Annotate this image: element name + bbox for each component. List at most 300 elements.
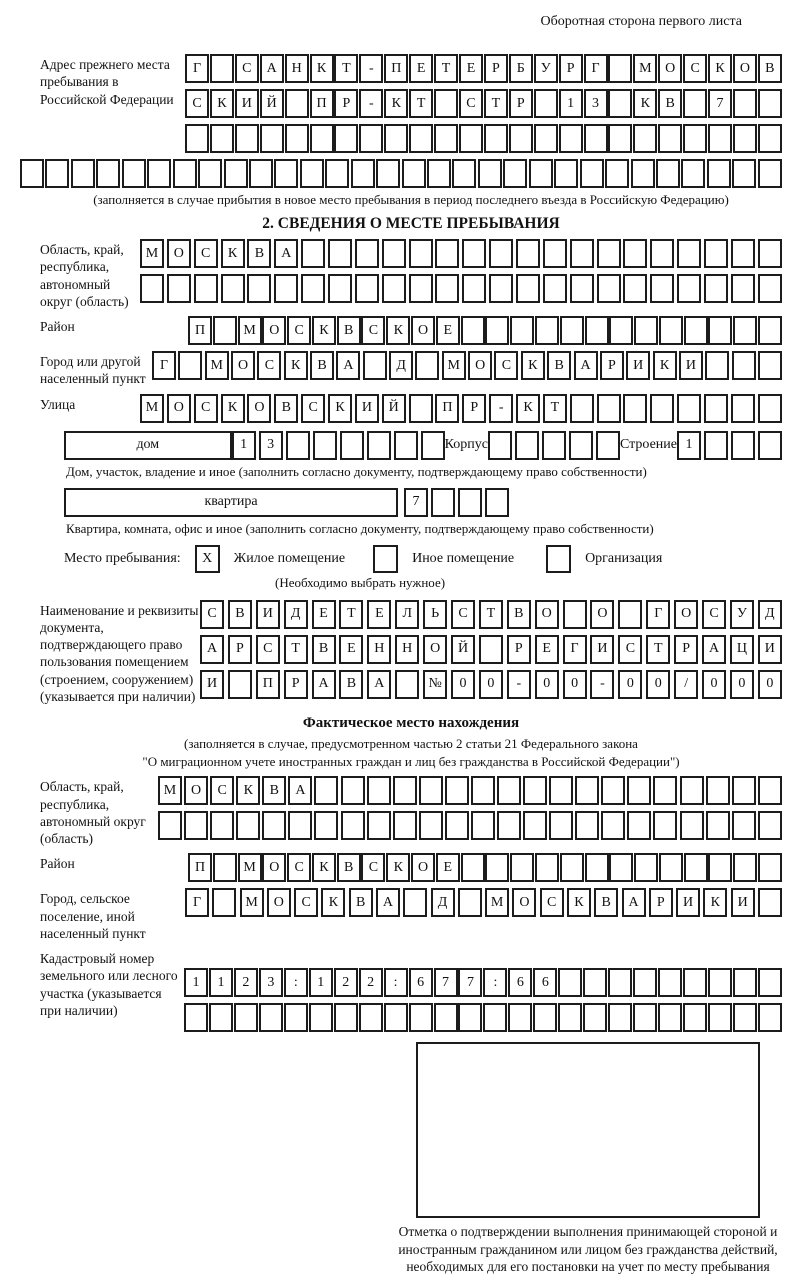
char-box [213,316,237,345]
char-box [650,239,674,268]
char-box: У [534,54,558,83]
char-box: В [312,635,336,664]
char-box: М [485,888,509,917]
char-box: С [459,89,483,118]
char-box [631,159,655,188]
char-box: / [674,670,698,699]
char-box [650,394,674,423]
char-box: 1 [559,89,583,118]
actual-region-row-2 [158,811,782,840]
char-box [516,239,540,268]
char-box: 6 [409,968,433,997]
char-box [758,89,782,118]
char-box: 3 [259,431,283,460]
char-box [247,274,271,303]
char-box [351,159,375,188]
char-box [708,1003,732,1032]
prev-address-row-1 [185,54,782,83]
char-box: Р [462,394,486,423]
char-box: С [185,89,209,118]
char-box: С [287,853,311,882]
char-box [658,968,682,997]
char-box [509,124,533,153]
char-box: О [658,54,682,83]
char-box: О [167,394,191,423]
char-box: М [158,776,182,805]
char-box [758,124,782,153]
char-box [585,316,609,345]
korpus-label: Корпус [444,437,488,453]
char-box [758,159,782,188]
char-box [677,394,701,423]
char-box [650,274,674,303]
district-field [40,316,782,345]
char-box: О [535,600,559,629]
stay-type-note: (Необходимо выбрать нужное) [275,574,446,590]
city-label: Город или другой населенный пункт [40,354,146,387]
char-box: Р [284,670,308,699]
char-box: Р [600,351,624,380]
char-box [427,159,451,188]
char-box [608,1003,632,1032]
apartment-note: Квартира, комната, офис и иное (заполнить согласно документу, подтверждающему право собственности) [66,520,654,536]
char-box [605,159,629,188]
char-box: - [507,670,531,699]
char-box: Н [367,635,391,664]
char-box [623,394,647,423]
cadastre-label: Кадастровый номер земельного или лесного участка (указывается при наличии) [40,951,178,1018]
char-box [758,1003,782,1032]
char-box: 3 [259,968,283,997]
char-box: П [256,670,280,699]
char-box [733,1003,757,1032]
char-box [508,1003,532,1032]
char-box [259,1003,283,1032]
char-box [558,968,582,997]
char-box [359,124,383,153]
char-box: К [310,54,334,83]
char-box: Й [451,635,475,664]
char-box: С [618,635,642,664]
char-box: Г [152,351,176,380]
char-box [461,316,485,345]
char-box: Т [479,600,503,629]
actual-city-label: Город, сельское поселение, иной населенный пункт [40,891,146,941]
char-box [435,274,459,303]
char-box: Е [312,600,336,629]
char-box [659,316,683,345]
char-box: 0 [535,670,559,699]
char-box: М [633,54,657,83]
char-box [731,274,755,303]
region-row-2 [140,274,782,303]
char-box: К [633,89,657,118]
char-box: О [512,888,536,917]
char-box [733,853,757,882]
stay-option-label-organization: Организация [585,550,663,566]
char-box [758,888,782,917]
char-box: В [310,351,334,380]
char-box: П [435,394,459,423]
char-box [221,274,245,303]
char-box: В [507,600,531,629]
char-box: 1 [309,968,333,997]
char-box: К [221,394,245,423]
char-box: С [301,394,325,423]
char-box [489,274,513,303]
stamp-area [416,1042,760,1218]
char-box: Г [185,54,209,83]
char-box [300,159,324,188]
char-box [402,159,426,188]
char-box [523,776,547,805]
char-box: У [730,600,754,629]
char-box [535,316,559,345]
char-box [583,1003,607,1032]
char-box: В [274,394,298,423]
char-box [234,1003,258,1032]
char-box [560,853,584,882]
char-box: П [384,54,408,83]
char-box: 7 [434,968,458,997]
stay-option-checkbox-organization [546,545,571,573]
stay-type-field [64,545,782,573]
char-box: К [708,54,732,83]
char-box: М [442,351,466,380]
char-box: О [674,600,698,629]
char-box [570,394,594,423]
section2-title: 2. СВЕДЕНИЯ О МЕСТЕ ПРЕБЫВАНИЯ [262,215,560,232]
actual-city-row [185,888,782,917]
char-box: В [758,54,782,83]
char-box: И [731,888,755,917]
char-box [340,431,364,460]
char-box: Л [395,600,419,629]
char-box: К [236,776,260,805]
char-box [471,776,495,805]
char-box: П [188,853,212,882]
char-box: В [547,351,571,380]
actual-region-field [40,776,782,847]
char-box: С [235,54,259,83]
char-box [758,394,782,423]
char-box [285,124,309,153]
char-box: И [256,600,280,629]
char-box [434,89,458,118]
char-box: С [194,394,218,423]
char-box: М [238,853,262,882]
char-box [96,159,120,188]
char-box [731,239,755,268]
char-box [560,316,584,345]
char-box [683,124,707,153]
stay-option-label-other: Иное помещение [412,550,515,566]
char-box: С [294,888,318,917]
char-box: Д [389,351,413,380]
char-box: О [733,54,757,83]
char-box [497,776,521,805]
apartment-number-boxes [404,488,509,517]
char-box: И [355,394,379,423]
actual-location-note-1: (заполняется в случае, предусмотренном частью 2 статьи 21 Федерального закона [184,736,638,752]
char-box [235,124,259,153]
char-box: Д [758,600,782,629]
char-box [534,124,558,153]
char-box: Р [484,54,508,83]
char-box [185,124,209,153]
char-box: Р [559,54,583,83]
char-box [158,811,182,840]
char-box [559,124,583,153]
char-box: С [361,316,385,345]
char-box: Р [507,635,531,664]
char-box [198,159,222,188]
stay-option-label-residential: Жилое помещение [233,550,346,566]
prev-address-cont-row [20,159,782,188]
char-box [523,811,547,840]
char-box [680,811,704,840]
char-box: С [361,853,385,882]
char-box: В [658,89,682,118]
char-box [310,124,334,153]
char-box [684,316,708,345]
house-note: Дом, участок, владение и иное (заполнить согласно документу, подтверждающему право собственности) [66,463,647,479]
char-box [733,124,757,153]
char-box [516,274,540,303]
char-box: 7 [708,89,732,118]
char-box: 0 [618,670,642,699]
char-box: Б [509,54,533,83]
char-box [409,394,433,423]
char-box [274,159,298,188]
char-box [45,159,69,188]
char-box: С [683,54,707,83]
char-box: - [359,54,383,83]
char-box [758,316,782,345]
char-box: 7 [404,488,428,517]
char-box [459,124,483,153]
char-box [515,431,539,460]
char-box [236,811,260,840]
char-box: 0 [451,670,475,699]
char-box [608,89,632,118]
char-box [478,159,502,188]
char-box [681,159,705,188]
char-box: В [349,888,373,917]
char-box [658,1003,682,1032]
char-box [384,124,408,153]
char-box [633,1003,657,1032]
char-box: С [256,635,280,664]
char-box [173,159,197,188]
char-box [367,811,391,840]
char-box [584,124,608,153]
char-box: А [622,888,646,917]
char-box [608,124,632,153]
char-box [575,776,599,805]
char-box [434,124,458,153]
char-box [367,776,391,805]
char-box [445,776,469,805]
char-box [503,159,527,188]
stay-option-checkbox-residential: X [195,545,220,573]
char-box [708,853,732,882]
title-document-field [40,600,782,706]
stroenie-label: Строение [619,437,677,453]
char-box: А [702,635,726,664]
char-box [325,159,349,188]
char-box [20,159,44,188]
char-box: Е [436,853,460,882]
char-box: В [228,600,252,629]
char-box [570,239,594,268]
char-box [601,811,625,840]
char-box [209,1003,233,1032]
actual-region-row-1 [158,776,782,805]
char-box [732,159,756,188]
char-box [653,811,677,840]
char-box [462,274,486,303]
char-box [458,1003,482,1032]
char-box [549,811,573,840]
char-box: Е [535,635,559,664]
char-box: С [287,316,311,345]
char-box [409,239,433,268]
apartment-type-label: квартира [204,494,258,510]
char-box [363,351,387,380]
char-box [733,968,757,997]
prev-address-label: Адрес прежнего места пребывания в Российской Федерации [40,57,174,107]
char-box: С [200,600,224,629]
char-box [608,968,632,997]
char-box: К [384,89,408,118]
street-row [140,394,782,423]
char-box: А [376,888,400,917]
char-box: К [210,89,234,118]
char-box: Г [563,635,587,664]
char-box [680,776,704,805]
region-label: Область, край, республика, автономный округ (область) [40,242,129,309]
char-box: 6 [533,968,557,997]
char-box [684,853,708,882]
char-box [178,351,202,380]
char-box: В [337,316,361,345]
char-box: С [257,351,281,380]
char-box [122,159,146,188]
char-box: М [238,316,262,345]
char-box [706,776,730,805]
char-box: Р [228,635,252,664]
char-box: № [423,670,447,699]
char-box: С [210,776,234,805]
char-box [355,274,379,303]
char-box [355,239,379,268]
char-box [458,888,482,917]
char-box: - [489,394,513,423]
char-box [659,853,683,882]
char-box: М [140,239,164,268]
street-field [40,394,782,423]
char-box [382,274,406,303]
char-box: А [200,635,224,664]
char-box: К [321,888,345,917]
char-box: 1 [677,431,701,460]
char-box: Т [334,54,358,83]
char-box: - [359,89,383,118]
char-box: 0 [646,670,670,699]
char-box [758,776,782,805]
char-box [301,274,325,303]
char-box [394,431,418,460]
char-box: Г [646,600,670,629]
prev-address-row-2 [185,89,782,118]
char-box: А [574,351,598,380]
char-box [683,89,707,118]
char-box: К [386,316,410,345]
char-box [543,239,567,268]
char-box: 2 [359,968,383,997]
char-box [395,670,419,699]
char-box: В [262,776,286,805]
prev-address-field [40,54,782,153]
char-box: А [336,351,360,380]
char-box: К [386,853,410,882]
char-box [376,159,400,188]
char-box [704,394,728,423]
char-box [731,431,755,460]
char-box: А [274,239,298,268]
char-box [452,159,476,188]
char-box [488,431,512,460]
char-box: Т [434,54,458,83]
char-box [510,316,534,345]
char-box: О [262,853,286,882]
char-box: Т [646,635,670,664]
char-box: Ь [423,600,447,629]
char-box [633,968,657,997]
char-box [314,811,338,840]
char-box: С [494,351,518,380]
char-box [461,853,485,882]
char-box: С [194,239,218,268]
char-box: К [312,853,336,882]
char-box: : [384,968,408,997]
char-box [249,159,273,188]
char-box: Т [409,89,433,118]
char-box [683,968,707,997]
char-box: Р [334,89,358,118]
char-box [334,1003,358,1032]
char-box [419,776,443,805]
char-box: О [247,394,271,423]
char-box [194,274,218,303]
char-box [228,670,252,699]
char-box: О [423,635,447,664]
char-box: И [235,89,259,118]
char-box [758,274,782,303]
char-box: К [703,888,727,917]
char-box [485,316,509,345]
char-box [409,274,433,303]
char-box [704,431,728,460]
char-box: И [590,635,614,664]
cadastre-field [40,948,782,1032]
char-box [260,124,284,153]
char-box: В [339,670,363,699]
char-box [382,239,406,268]
char-box: Р [674,635,698,664]
char-box [597,274,621,303]
